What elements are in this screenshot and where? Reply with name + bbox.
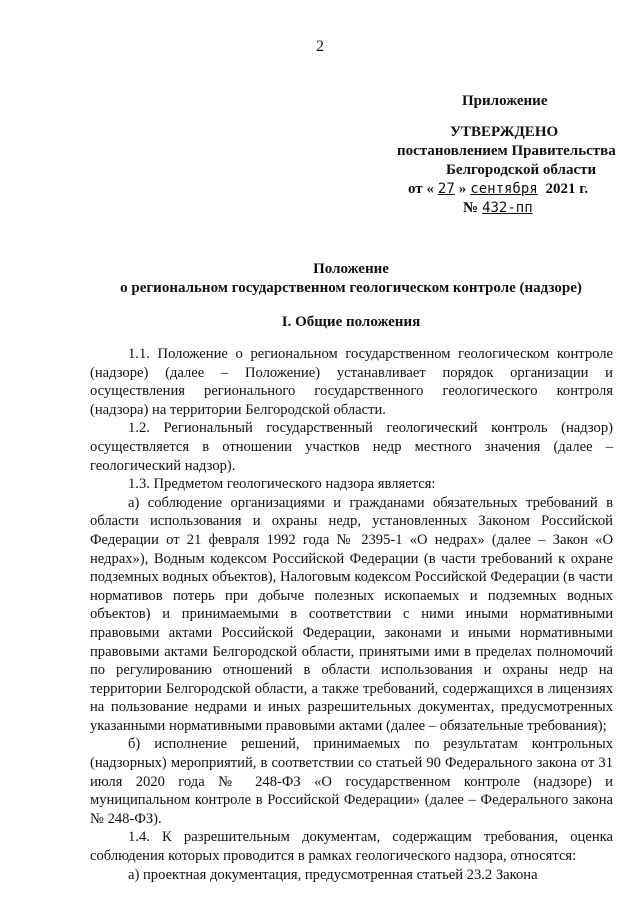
paragraph: 1.4. К разрешительным документам, содержащим требования, оценка соблюдения которых проводится в рамках геологического надзора, относятся: bbox=[90, 829, 613, 865]
document-body bbox=[90, 345, 613, 884]
decree-date bbox=[370, 180, 615, 199]
document-title bbox=[90, 260, 612, 298]
date-prefix: от « bbox=[408, 181, 434, 197]
paragraph: а) соблюдение организациями и гражданами обязательных требований в области использования и охраны недр, установленных Законом Российской Федерации от 21 февраля 1992 года № 2395-1 «О недрах» (далее – Закон «О недрах»), Водным кодексом Российской Федерации (в части требований к охране подземных водных объектов), Налоговым кодексом Российской Федерации (в части нормативов потерь при добыче полезных ископаемых и подземных водных объектов) и принимаемыми в соответствии с ними иными нормативными правовыми актами Российской Федерации, законами и иными нормативными правовыми актами Белгородской области, принятыми ими в пределах полномочий по регулированию отношений в области использования и охраны недр на территории Белгородской области, а также требований, содержащихся в лицензиях на пользование недрами и иных разрешительных документах, предусмотренных указанными нормативными правовыми актами (далее – обязательные требования); bbox=[90, 494, 613, 734]
date-day: 27 bbox=[437, 181, 455, 197]
date-mid: » bbox=[458, 181, 467, 197]
decree-number bbox=[370, 199, 615, 218]
number-prefix: № bbox=[463, 200, 479, 216]
title-line-2: о региональном государственном геологическом контроле (надзоре) bbox=[120, 280, 582, 296]
title-line-1: Положение bbox=[313, 261, 389, 277]
paragraph: 1.3. Предметом геологического надзора является: bbox=[128, 476, 436, 493]
approval-stamp bbox=[370, 92, 615, 218]
paragraph: б) исполнение решений, принимаемых по результатам контрольных (надзорных) мероприятий, в соответствии со статьей 90 Федерального закона от 31 июля 2020 года № 248-ФЗ «О государственном контроле (надзоре) и муниципальном контроле в Российской Федерации» (далее – Федерального закона № 248-ФЗ). bbox=[90, 736, 613, 827]
approved-label: УТВЕРЖДЕНО bbox=[450, 124, 559, 140]
region-label: Белгородской области bbox=[446, 162, 597, 178]
date-year: 2021 г. bbox=[545, 181, 589, 197]
decree-label: постановлением Правительства bbox=[397, 143, 616, 159]
appendix-label: Приложение bbox=[462, 93, 548, 109]
paragraph: а) проектная документация, предусмотренная статьей 23.2 Закона bbox=[128, 866, 538, 883]
section-heading: I. Общие положения bbox=[281, 314, 421, 330]
number-value: 432-пп bbox=[482, 200, 533, 216]
page-number: 2 bbox=[316, 38, 324, 55]
paragraph: 1.2. Региональный государственный геологический контроль (надзор) осуществляется в отношении участков недр местного значения (далее – геологический надзор). bbox=[90, 420, 613, 474]
date-month: сентября bbox=[470, 181, 538, 197]
paragraph: 1.1. Положение о региональном государственном геологическом контроле (надзоре) (далее – Положение) устанавливает порядок организации и осуществления регионального государственного геологического контроля (надзора) на территории Белгородской области. bbox=[90, 346, 613, 418]
